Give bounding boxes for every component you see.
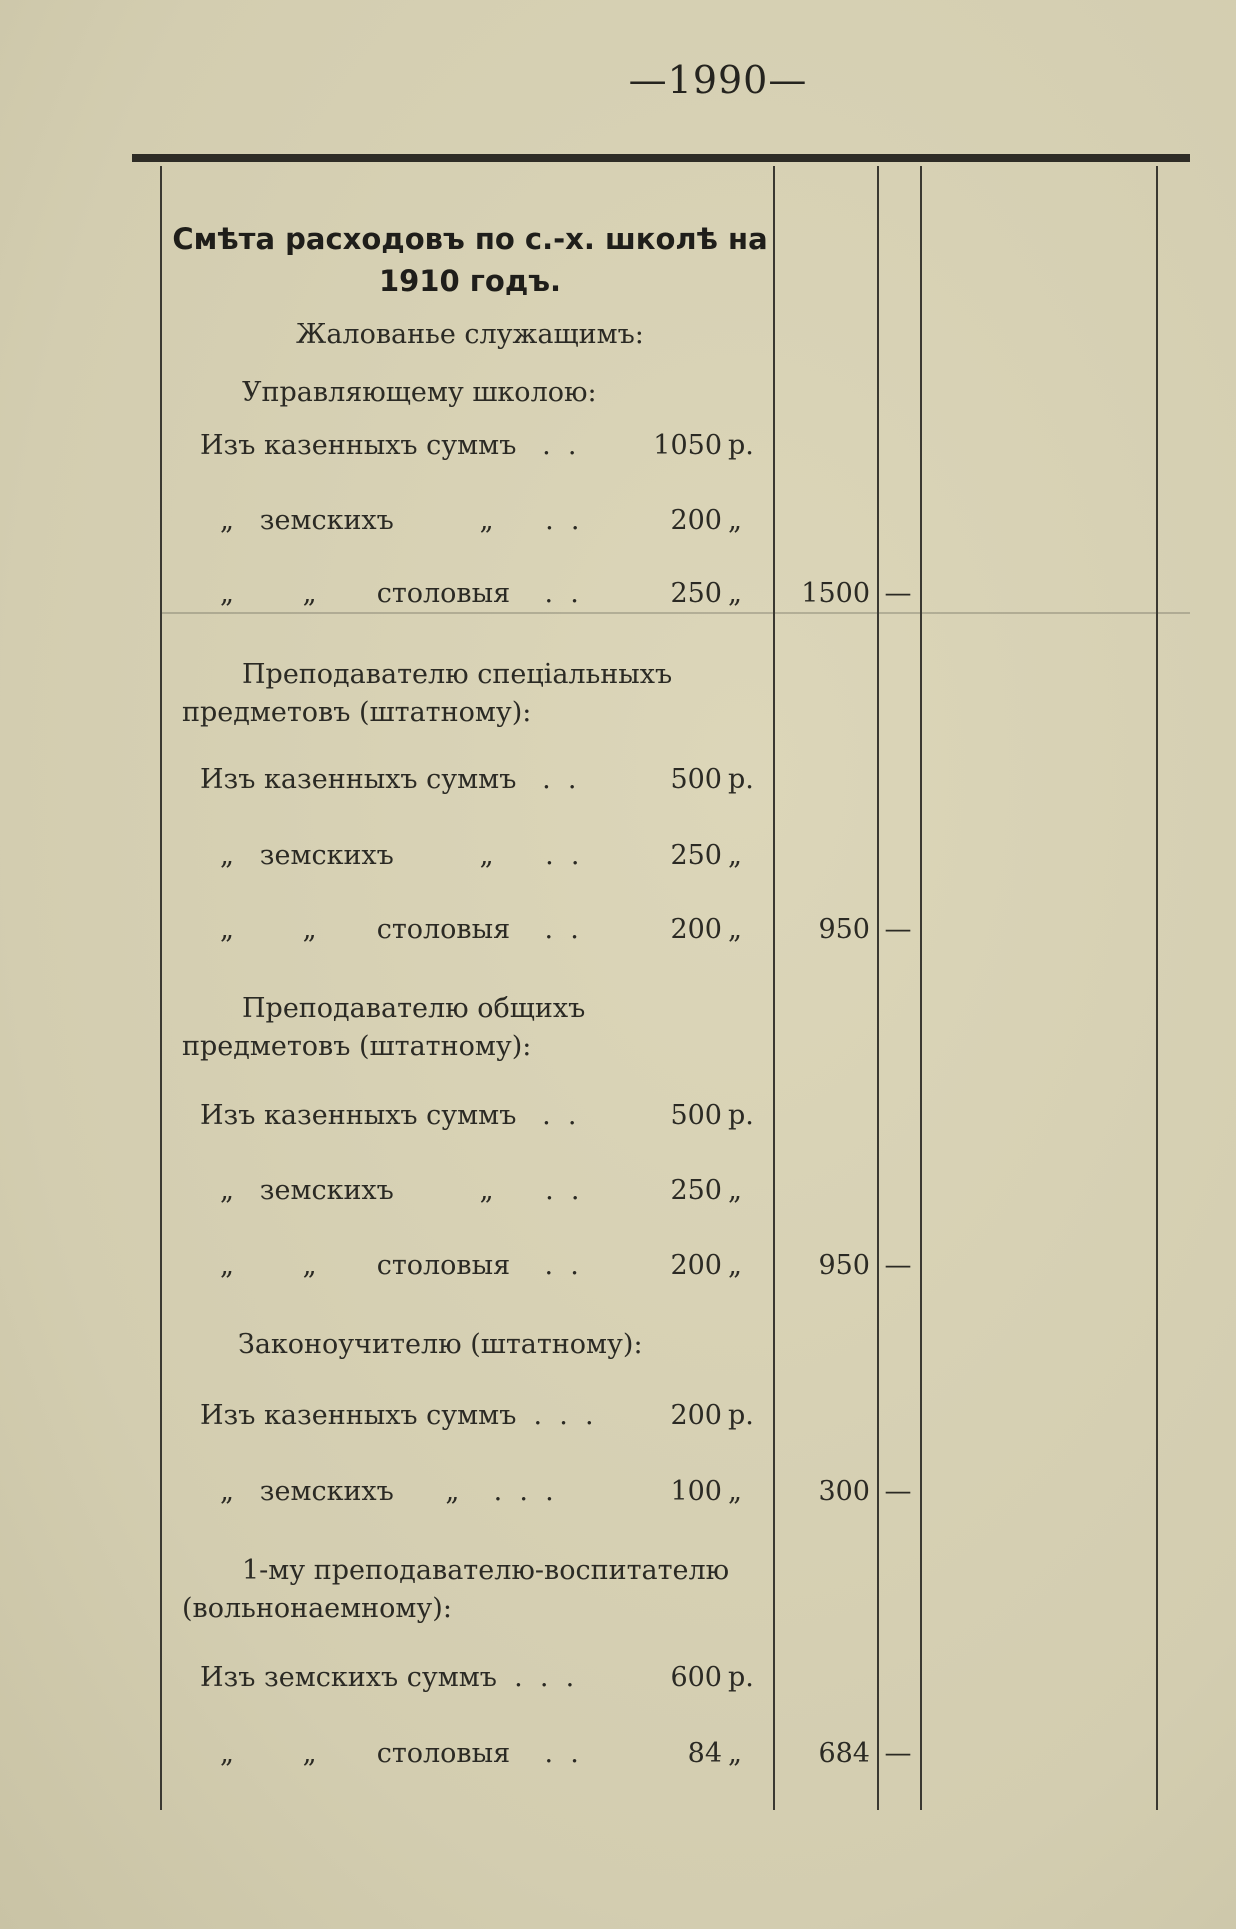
total-dash: — <box>884 1476 912 1507</box>
line-unit: „ <box>728 1250 742 1281</box>
group-total: 950 <box>818 1250 870 1281</box>
budget-line <box>200 764 760 804</box>
group-heading: Управляющему школою: <box>242 377 597 408</box>
top-rule <box>132 154 1190 162</box>
group-heading: 1-му преподавателю-воспитателю (вольнонаемному): <box>182 1555 730 1624</box>
line-amount: 200 <box>670 505 722 536</box>
line-label: Изъ казенныхъ суммъ . . . <box>200 1400 594 1431</box>
line-amount: 1050 <box>653 430 722 461</box>
line-amount: 500 <box>670 764 722 795</box>
total-dash: — <box>884 1738 912 1769</box>
total-dash: — <box>884 914 912 945</box>
line-unit: „ <box>728 578 742 609</box>
line-unit: „ <box>728 505 742 536</box>
line-amount: 200 <box>670 1250 722 1281</box>
line-unit: „ <box>728 914 742 945</box>
estimate-title: Смѣта расходовъ по с.-х. школѣ на 1910 годъ. <box>172 222 768 298</box>
line-label: Изъ казенныхъ суммъ . . <box>200 764 577 795</box>
line-label: „ „ столовыя . . <box>220 1738 579 1769</box>
budget-line <box>200 840 760 880</box>
line-unit: р. <box>728 1100 754 1131</box>
column-rule-dash <box>920 166 922 1810</box>
budget-line <box>200 1738 760 1778</box>
line-unit: р. <box>728 764 754 795</box>
group-heading: Законоучителю (штатному): <box>238 1329 643 1360</box>
line-amount: 84 <box>687 1738 722 1769</box>
group-total: 950 <box>818 914 870 945</box>
line-unit: р. <box>728 430 754 461</box>
line-label: Изъ казенныхъ суммъ . . <box>200 1100 577 1131</box>
column-rule-right <box>1156 166 1158 1810</box>
column-rule-total <box>877 166 879 1810</box>
line-unit: „ <box>728 1175 742 1206</box>
line-label: Изъ казенныхъ суммъ . . <box>200 430 577 461</box>
budget-line <box>200 1250 760 1290</box>
line-amount: 600 <box>670 1662 722 1693</box>
line-amount: 250 <box>670 840 722 871</box>
line-unit: р. <box>728 1400 754 1431</box>
group-total: 300 <box>818 1476 870 1507</box>
budget-line <box>200 914 760 954</box>
line-label: „ „ столовыя . . <box>220 914 579 945</box>
line-label: „ земскихъ „ . . . <box>220 1476 554 1507</box>
line-amount: 250 <box>670 1175 722 1206</box>
total-dash: — <box>884 578 912 609</box>
line-amount: 200 <box>670 1400 722 1431</box>
budget-line <box>200 1662 760 1702</box>
group-total: 1500 <box>801 578 870 609</box>
line-amount: 500 <box>670 1100 722 1131</box>
budget-line <box>200 1400 760 1440</box>
group-heading: Преподавателю спеціальныхъ предметовъ (штатному): <box>182 659 673 728</box>
total-dash: — <box>884 1250 912 1281</box>
line-label: „ „ столовыя . . <box>220 578 579 609</box>
budget-line <box>200 505 760 545</box>
line-amount: 200 <box>670 914 722 945</box>
salary-heading: Жалованье служащимъ: <box>296 319 644 350</box>
line-unit: „ <box>728 1738 742 1769</box>
budget-line <box>200 430 760 470</box>
line-label: „ земскихъ „ . . <box>220 505 580 536</box>
group-heading: Преподавателю общихъ предметовъ (штатному): <box>182 993 586 1062</box>
column-rule-left <box>160 166 162 1810</box>
line-unit: р. <box>728 1662 754 1693</box>
line-unit: „ <box>728 1476 742 1507</box>
page-number: —1990— <box>628 58 808 102</box>
line-unit: „ <box>728 840 742 871</box>
column-rule-text <box>773 166 775 1810</box>
line-label: „ земскихъ „ . . <box>220 840 580 871</box>
line-label: „ „ столовыя . . <box>220 1250 579 1281</box>
group-total: 684 <box>818 1738 870 1769</box>
line-label: „ земскихъ „ . . <box>220 1175 580 1206</box>
budget-line <box>200 1100 760 1140</box>
budget-line <box>200 1476 760 1516</box>
line-amount: 100 <box>670 1476 722 1507</box>
budget-line <box>200 1175 760 1215</box>
line-amount: 250 <box>670 578 722 609</box>
line-label: Изъ земскихъ суммъ . . . <box>200 1662 575 1693</box>
row-divider <box>160 612 1190 614</box>
